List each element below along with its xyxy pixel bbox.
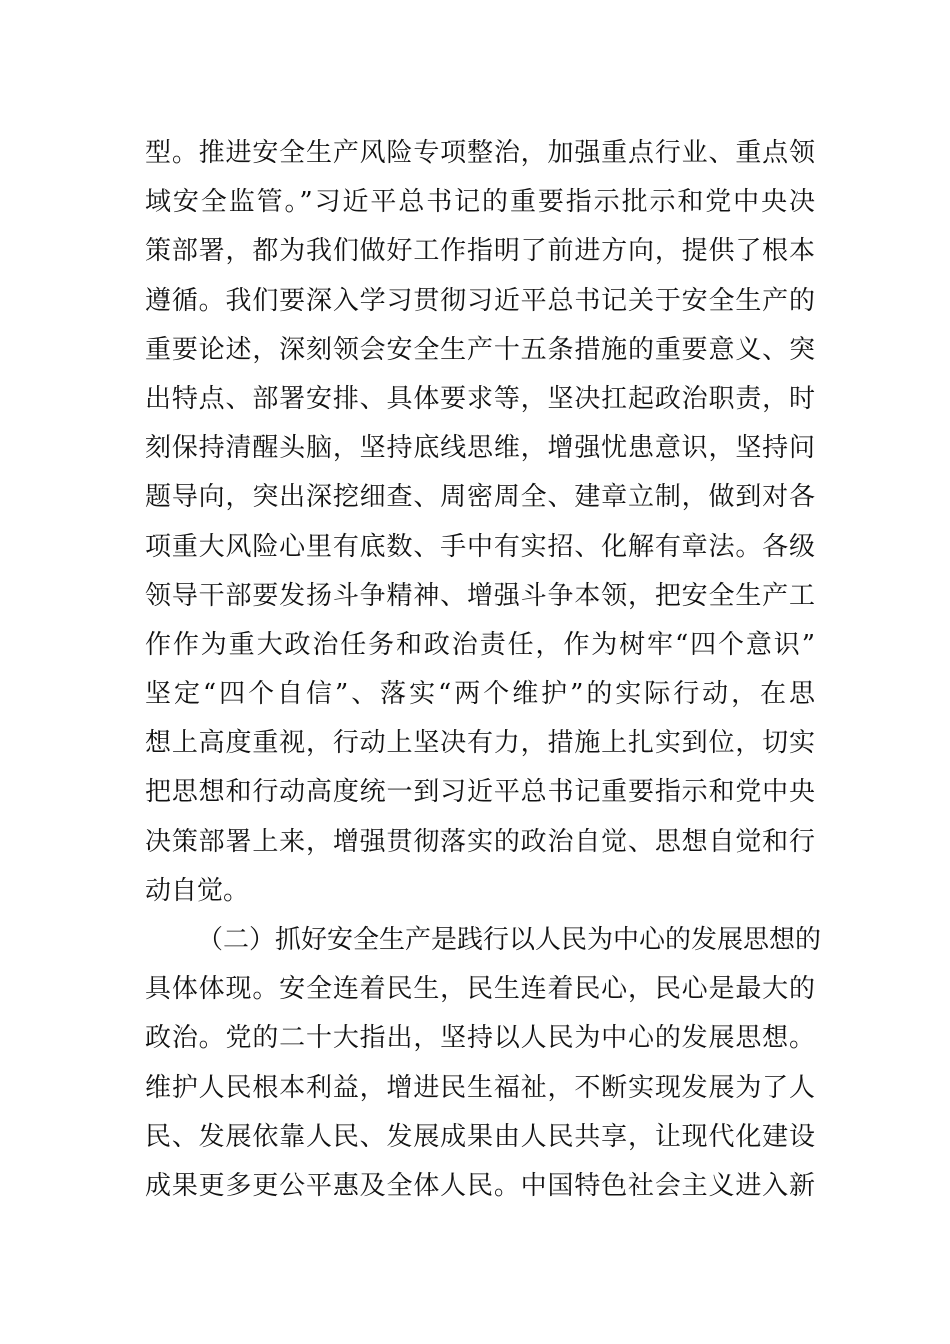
text-line: 项重大风险心里有底数、手中有实招、化解有章法。各级 — [145, 531, 815, 562]
text-line: 策部署，都为我们做好工作指明了前进方向，提供了根本 — [145, 236, 815, 267]
text-line: 型。推进安全生产风险专项整治，加强重点行业、重点领 — [145, 138, 815, 168]
text-line: 把思想和行动高度统一到习近平总书记重要指示和党中央 — [145, 777, 815, 808]
text-line: 域安全监管。”习近平总书记的重要指示批示和党中央决 — [145, 187, 815, 218]
text-line: 具体体现。安全连着民生，民生连着民心，民心是最大的 — [145, 974, 815, 1005]
text-line: 想上高度重视，行动上坚决有力，措施上扎实到位，切实 — [145, 728, 815, 759]
text-line: 遵循。我们要深入学习贯彻习近平总书记关于安全生产的 — [145, 285, 815, 316]
text-line: 坚定“四个自信”、落实“两个维护”的实际行动，在思 — [145, 679, 815, 710]
text-line: 重要论述，深刻领会安全生产十五条措施的重要意义、突 — [145, 334, 815, 365]
text-line: 民、发展依靠人民、发展成果由人民共享，让现代化建设 — [145, 1121, 815, 1152]
text-line: 政治。党的二十大指出，坚持以人民为中心的发展思想。 — [145, 1023, 815, 1054]
text-line: 题导向，突出深挖细查、周密周全、建章立制，做到对各 — [145, 482, 815, 513]
text-line: 领导干部要发扬斗争精神、增强斗争本领，把安全生产工 — [145, 580, 815, 611]
text-line: 成果更多更公平惠及全体人民。中国特色社会主义进入新 — [145, 1170, 815, 1201]
paragraph-end-line: 动自觉。 — [145, 875, 250, 906]
text-line: 维护人民根本利益，增进民生福祉，不断实现发展为了人 — [145, 1072, 815, 1103]
text-line: 刻保持清醒头脑，坚持底线思维，增强忧患意识，坚持问 — [145, 433, 815, 464]
text-line: 出特点、部署安排、具体要求等，坚决扛起政治职责，时 — [145, 383, 815, 414]
section-heading-line: （二）抓好安全生产是践行以人民为中心的发展思想的 — [197, 925, 822, 955]
text-line: 作作为重大政治任务和政治责任，作为树牢“四个意识” — [145, 629, 815, 660]
body-text — [145, 129, 822, 1211]
text-line: 决策部署上来，增强贯彻落实的政治自觉、思想自觉和行 — [145, 826, 815, 857]
